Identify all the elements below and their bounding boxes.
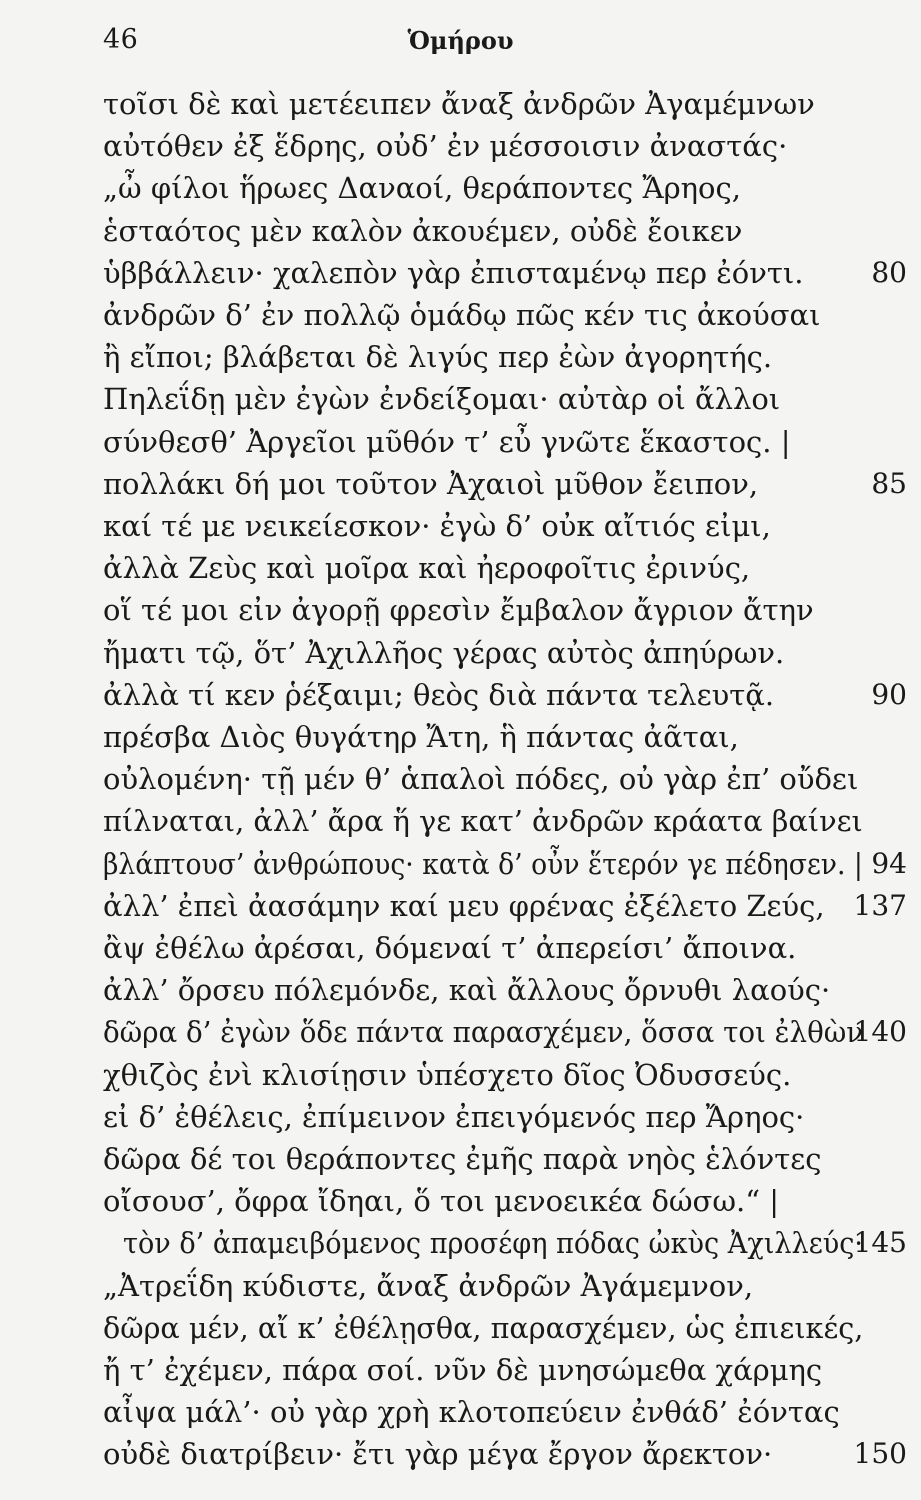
line-number: 150: [853, 1437, 907, 1471]
verse-text: ἀνδρῶν δ’ ἐν πολλῷ ὁμάδῳ πῶς κέν τις ἀκούσαι: [103, 298, 821, 332]
verse-text: καί τέ με νεικείεσκον· ἐγὼ δ’ οὐκ αἴτιός εἰμι,: [103, 509, 771, 543]
verse-text: οὐδὲ διατρίβειν· ἔτι γὰρ μέγα ἔργον ἄρεκτον·: [103, 1437, 773, 1472]
running-title: Ὁμήρου: [407, 26, 514, 55]
line-number: 85: [871, 466, 907, 500]
verse-text: αὐτόθεν ἐξ ἕδρης, οὐδ’ ἐν μέσσοισιν ἀναστάς·: [103, 129, 788, 164]
line-number: 145: [853, 1226, 907, 1260]
verse-text: ἢ εἴποι; βλάβεται δὲ λιγύς περ ἐὼν ἀγορητής.: [103, 340, 773, 375]
verse-text: ἑσταότος μὲν καλὸν ἀκουέμεν, οὐδὲ ἔοικεν: [103, 213, 743, 248]
verse-text: αἶψα μάλ’· οὐ γὰρ χρὴ κλοτοπεύειν ἐνθάδ’ ἐόντας: [103, 1395, 840, 1430]
line-number: 137: [853, 888, 907, 922]
page-number: 46: [103, 24, 139, 55]
verse-text: βλάπτουσ’ ἀνθρώπους· κατὰ δ’ οὖν ἕτερόν γε πέδησεν. |: [103, 846, 863, 881]
line-number: 94: [871, 846, 907, 880]
verse-text: σύνθεσθ’ Ἀργεῖοι μῦθόν τ’ εὖ γνῶτε ἕκαστος. |: [103, 424, 791, 459]
verse-text: „ὦ φίλοι ἥρωες Δαναοί, θεράποντες Ἄρηος,: [103, 171, 741, 206]
line-number: 90: [871, 677, 907, 711]
verse-text: δῶρα δ’ ἐγὼν ὅδε πάντα παρασχέμεν, ὅσσα τοι ἐλθὼν: [103, 1015, 864, 1050]
verse-text: ἀλλ’ ὄρσευ πόλεμόνδε, καὶ ἄλλους ὄρνυθι λαούς·: [103, 973, 831, 1008]
verse-text: δῶρα δέ τοι θεράποντες ἐμῆς παρὰ νηὸς ἑλόντες: [103, 1142, 822, 1176]
verse-text: ἀλλὰ τί κεν ῥέξαιμι; θεὸς διὰ πάντα τελευτᾷ.: [103, 677, 775, 712]
line-number: 140: [853, 1015, 907, 1049]
verse-text: πίλναται, ἀλλ’ ἄρα ἥ γε κατ’ ἀνδρῶν κράατα βαίνει: [103, 804, 863, 839]
line-number: 80: [871, 255, 907, 289]
verse-text: τὸν δ’ ἀπαμειβόμενος προσέφη πόδας ὠκὺς Ἀχιλλεύς·: [123, 1226, 864, 1261]
verse-text: Πηλεΐδῃ μὲν ἐγὼν ἐνδείξομαι· αὐτὰρ οἱ ἄλλοι: [103, 382, 781, 417]
verse-text: δῶρα μέν, αἴ κ’ ἐθέλῃσθα, παρασχέμεν, ὡς ἐπιεικές,: [103, 1310, 864, 1345]
verse-text: ἤ τ’ ἐχέμεν, πάρα σοί. νῦν δὲ μνησώμεθα χάρμης: [103, 1353, 823, 1387]
verse-text: πρέσβα Διὸς θυγάτηρ Ἄτη, ἣ πάντας ἀᾶται,: [103, 720, 739, 754]
verse-text: ἀλλὰ Ζεὺς καὶ μοῖρα καὶ ἠεροφοῖτις ἐρινύς,: [103, 551, 751, 586]
verse-text: ἂψ ἐθέλω ἀρέσαι, δόμεναί τ’ ἀπερείσι’ ἄποινα.: [103, 931, 797, 965]
verse-text: ἤματι τῷ, ὅτ’ Ἀχιλλῆος γέρας αὐτὸς ἀπηύρων.: [103, 635, 785, 670]
verse-text: ἀλλ’ ἐπεὶ ἀασάμην καί μευ φρένας ἐξέλετο Ζεύς,: [103, 888, 825, 923]
verse-text: εἰ δ’ ἐθέλεις, ἐπίμεινον ἐπειγόμενός περ Ἄρηος·: [103, 1099, 805, 1134]
verse-text: τοῖσι δὲ καὶ μετέειπεν ἄναξ ἀνδρῶν Ἀγαμέμνων: [103, 87, 815, 121]
verse-text: οὐλομένη· τῇ μέν θ’ ἁπαλοὶ πόδες, οὐ γὰρ ἐπ’ οὔδει: [103, 762, 859, 797]
verse-text: ὑββάλλειν· χαλεπὸν γὰρ ἐπισταμένῳ περ ἐόντι.: [103, 255, 804, 290]
verse-text: πολλάκι δή μοι τοῦτον Ἀχαιοὶ μῦθον ἔειπον,: [103, 466, 759, 501]
verse-text: χθιζὸς ἐνὶ κλισίῃσιν ὑπέσχετο δῖος Ὀδυσσεύς.: [103, 1057, 792, 1092]
verse-text: οἵ τέ μοι εἰν ἀγορῇ φρεσὶν ἔμβαλον ἄγριον ἄτην: [103, 593, 814, 628]
verse-text: „Ἀτρεΐδη κύδιστε, ἄναξ ἀνδρῶν Ἀγάμεμνον,: [103, 1268, 754, 1303]
verse-text: οἴσουσ’, ὄφρα ἴδηαι, ὅ τοι μενοεικέα δώσω.“ |: [103, 1184, 780, 1219]
